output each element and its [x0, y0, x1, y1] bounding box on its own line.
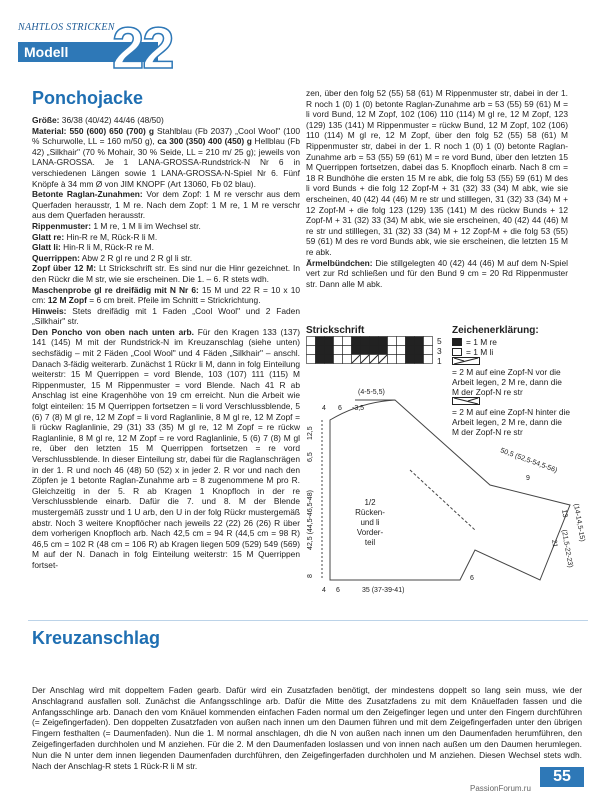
- kreuzanschlag-text: Der Anschlag wird mit doppeltem Faden gearb. Dafür wird ein Zusatzfaden benötigt, der mindestens doppelt so lang sein muss, wie der Anschlagrand ausfallen soll. Zunächst die Anfangsschlinge arb. Dafür die Mitte des Zusatzfadens zu mit dem Knäuelfaden fassen und die Anfangsschlinge arb. Danach den vom Knäuel kommenden einfachen Faden normal um den Zeigefinger legen und unter den Fingern durchführen (= Zeigefingerfaden). Den doppelten Zusatzfaden von außen nach innen um den Daumen führen und mit dem Zeigefingerfaden unter den übrigen Fingern festhalten (= Daumenfaden). Nun die 1. M normal anschlagen, dh die N von außen nach innen um den Daumenfaden herumführen, den Zeigefingerfaden durchholen und M anziehen. Für die 2. M den Daumenfaden loslassen und von innen nach außen um den Daumen herumlegen. Nun die N unter dem innen liegenden Daumenfaden durchführen, den Zeigefingerfaden durchholen und M anziehen. Diesen Wechsel stets wdh. Nach der Anschlag-R stets 1 Rück-R li M str.: [32, 685, 582, 771]
- label-4: 4: [322, 405, 326, 412]
- legend-item-purl: = 1 M li: [452, 347, 570, 357]
- label-12-5: 12,5: [307, 426, 314, 440]
- chart-cell: [325, 355, 334, 364]
- label-bottom-35: 35 (37-39-41): [362, 587, 405, 594]
- chart-cell: [397, 346, 406, 355]
- chart-cell: [415, 337, 424, 346]
- row-number-3: 3: [437, 346, 442, 356]
- model-label: Modell: [24, 44, 69, 60]
- chart-cell: [406, 346, 415, 355]
- svg-text:Vorder-: Vorder-: [356, 528, 384, 537]
- glatt-li-paragraph: Glatt li: Hin-R li M, Rück-R re M.: [32, 242, 154, 253]
- chart-cell: [316, 355, 325, 364]
- chart-cell: [424, 355, 433, 364]
- page-header: [0, 0, 600, 80]
- legend-item-cross-right: = 2 M auf eine Zopf-N hinter die Arbeit legen, 2 M re, dann die M der Zopf-N re str: [452, 397, 570, 437]
- left-column: [32, 115, 300, 571]
- chart-cell: [352, 346, 361, 355]
- row-number-5: 5: [437, 336, 442, 346]
- svg-text:Rücken-: Rücken-: [355, 508, 385, 517]
- knit-symbol-icon: [452, 338, 462, 346]
- legend-item-knit: = 1 M re: [452, 337, 570, 347]
- instructions-paragraph: Den Poncho von oben nach unten arb. Für den Kragen 133 (137) 141 (145) M mit der Rundstrick-N im Kreuzanschlag (siehe unten) sechsfädig – mit 2 Fäden „Cool Wool" und 4 Fäden „Silkhair" – anschl. Danach 3-fädig weiterarb. Zunächst 1 Rückr li M, dann in folg Einteilung weiterstr: 15 M Querrippen = vord Blende, 103 (107) 111 (115) M Rippenmuster, 15 M Rippenmuster = vord Blende. Nach 41 R ab Anschlag ist eine Kragenhöhe von 19 cm erreicht. Nun die Arbeit wie folgt einteilen: 15 M Querrippen fortsetzen = li vord Verschlussblende, 5 (6) 7 (8) M gl re, 12 M Zopf = li vord Raglanlinie, 8 M gl re, 12 M Zopf = li rückw Raglanlinie, 29 (31) 33 (35) M gl re, 12 M Zopf = re rückw Raglanlinie, 8 M gl re, 12 M Zopf = re vord Raglanlinie, 5 (6) 7 (8) M gl re, über den letzten 15 M Querrippen fortsetzen = re vord Verschlussblende. In dieser Einteilung str, dabei für die Raglanschrägen in der 1. R und noch 46 (48) 50 (52) x in jeder 2. R vor und nach den Zöpfen je 1 betonte Raglan-Zunahme arb = 8 zugenommene M pro R. Gleichzeitig in der 5. R ab Kragen 1 Knopfloch in der re Verschlussblende einarb. Dafür die 7. und 8. M der Blende mustergemäß zusstr und 1 U arb, den U in der folg Rückr mustergemäß abstr. Noch 3 weitere Knopflöcher nach jeweils 22 (22) 26 (26) R über dem vorherigen Knopfloch arb. Nach 42,5 cm = 94 R (44,5 cm = 98 R) 46,5 cm = 102 R (48 cm = 106 R) ab Kragen liegen 509 (529) 549 (569) M auf der N. Danach in folg Einteilung weiterstr: 15 M Querrippen fortset-: [32, 326, 301, 570]
- legend-title: Zeichenerklärung:: [452, 325, 539, 336]
- chart-cell: [343, 337, 352, 346]
- chart-cell: [316, 337, 325, 346]
- cable-left-cross-icon: [452, 357, 480, 365]
- chart-cell: [325, 346, 334, 355]
- chart-cell: [406, 355, 415, 364]
- chart-cell: [388, 337, 397, 346]
- label-13: 13: [560, 509, 569, 519]
- querrippen-paragraph: Querrippen: Abw 2 R gl re und 2 R gl li str.: [32, 252, 193, 263]
- label-50-5: 50,5 (52,5-54,5-56): [499, 447, 559, 475]
- chart-cell: [424, 346, 433, 355]
- svg-text:teil: teil: [364, 538, 376, 547]
- poncho-schematic: [300, 380, 590, 600]
- chart-cell: [307, 346, 316, 355]
- label-bottom-4: 4: [322, 587, 326, 594]
- rib-paragraph: Rippenmuster: 1 M re, 1 M li im Wechsel str.: [32, 220, 201, 231]
- material-paragraph: Material: 550 (600) 650 (700) g Stahlblau (Fb 2037) „Cool Wool" (100 % Schurwolle, LL = 160 m/50 g), ca 300 (350) 400 (450) g Hellblau (Fb 42) „Silkhair" (70 % Mohair, 30 % Seide, LL = 210 m/ 25 g); jeweils von LANA-GROSSA. Je 1 LANA-GROSSA-Rundstrick-N Nr 6 in verschiedenen Längen sowie 1 LANA-GROSSA-N-Spiel Nr 6. Fünf Knöpfe à 34 mm Ø von JIM KNOPF (Art 13060, Fb 02 blau).: [32, 125, 300, 189]
- chart-cell: [397, 337, 406, 346]
- chart-cell: [325, 337, 334, 346]
- page-number: 55: [540, 767, 584, 787]
- label-top: (4-5-5,5): [358, 389, 385, 396]
- label-14: (14-14,5-15): [572, 503, 586, 543]
- chart-cell: [370, 346, 379, 355]
- chart-cell: [343, 355, 352, 364]
- chart-cell: [334, 355, 343, 364]
- chart-cell: [379, 337, 388, 346]
- series-label: NAHTLOS STRICKEN: [18, 22, 115, 33]
- page-title: Ponchojacke: [32, 88, 144, 108]
- chart-cell: [334, 346, 343, 355]
- label-35: -3,5: [352, 405, 365, 412]
- label-bottom-6: 6: [336, 587, 340, 594]
- chart-cell: [370, 337, 379, 346]
- sleeve-paragraph: Ärmelbündchen: Die stillgelegten 40 (42) 44 (46) M auf dem N-Spiel vert zur Rd schließen und für den Bund 9 cm = 20 Rd Rippenmuster str. Dann alle M abk.: [306, 257, 568, 289]
- chart-cell: [307, 355, 316, 364]
- label-8: 8: [307, 574, 314, 578]
- chart-cell: [424, 337, 433, 346]
- label-21b: (21,5-22-23): [560, 529, 574, 569]
- svg-text:1/2: 1/2: [364, 498, 376, 507]
- chart-cell: [352, 337, 361, 346]
- right-column: [306, 88, 568, 289]
- center-label: [355, 498, 385, 547]
- chart-cell: [334, 337, 343, 346]
- label-21: 21: [550, 539, 559, 549]
- zopf-paragraph: Zopf über 12 M: Lt Strickschrift str. Es sind nur die Hinr gezeichnet. In den Rückr die M str, wie sie erscheinen. Die 1. – 6. R stets wdh.: [32, 263, 300, 284]
- schematic-outline: [322, 400, 570, 580]
- label-6: 6: [338, 405, 342, 412]
- chart-cell: [307, 337, 316, 346]
- label-bottom-6b: 6: [470, 575, 474, 582]
- knitting-chart: [306, 336, 436, 366]
- chart-cell: [379, 346, 388, 355]
- chart-cell: [361, 337, 370, 346]
- chart-cell: [397, 355, 406, 364]
- glatt-re-paragraph: Glatt re: Hin-R re M, Rück-R li M.: [32, 231, 158, 242]
- model-number: 22: [112, 16, 173, 81]
- size-paragraph: Größe: 36/38 (40/42) 44/46 (48/50): [32, 115, 164, 125]
- chart-cell: [388, 346, 397, 355]
- chart-title: Strickschrift: [306, 325, 365, 336]
- chart-cell: [415, 355, 424, 364]
- hint-paragraph: Hinweis: Stets dreifädig mit 1 Faden „Cool Wool" und 2 Faden „Silkhair" str.: [32, 305, 300, 327]
- chart-cell: [316, 346, 325, 355]
- chart-cell: [388, 355, 397, 364]
- legend-item-cross-left: = 2 M auf eine Zopf-N vor die Arbeit legen, 2 M re, dann die M der Zopf-N re str: [452, 357, 570, 397]
- continued-paragraph: zen, über den folg 52 (55) 58 (61) M Rippenmuster str, dabei in der 1. R noch 1 (0) 1 (0) betonte Raglan-Zunahme arb = 53 (55) 59 (61) M = li vord Bund, 12 M Zopf, 102 (106) 110 (114) M gl re, 12 M Zopf, 123 (129) 135 (141) M Rippenmuster = rückw Bund, 12 M Zopf, 102 (106) 110 (114) M gl re, 12 M Zopf, über den folg 52 (55) 58 (61) M Rippenmuster str, dabei in der 1. R noch 1 (0) 1 (0) betonte Raglan-Zunahme arb = 53 (55) 59 (61) M = re vord Bund, über den letzten 15 M Querrippen fortsetzen, dabei das 5. Knopfloch einarb. Nach 8 cm = 18 R Bundhöhe die ersten 15 M re abk, die folg 53 (55) 59 (61) M des li vord Bunds + die folg 12 Zopf-M + 31 (32) 33 (34) M abk, wie sie erscheinen, 40 (42) 44 (46) M re str und stilllegen, 31 (32) 33 (34) M + 12 Zopf-M + die folg 123 (129) 135 (141) M des rückw Bunds + 12 Zopf-M + 31 (32) 33 (34) M abk, wie sie erscheinen, 40 (42) 44 (46) M re str und stilllegen, 31 (32) 33 (34) M + 12 Zopf-M + die folg 53 (55) 59 (61) M des re vord Bunds abk, wie sie erscheinen, die letzten 15 M re abk.: [306, 88, 568, 257]
- label-42-5: 42,5 (44,5-46,5-48): [307, 490, 314, 550]
- gauge-paragraph: Maschenprobe gl re dreifädig mit N Nr 6: 15 M und 22 R = 10 x 10 cm: 12 M Zopf = 6 cm breit. Pfeile im Schnitt = Strickrichtung.: [32, 284, 301, 306]
- chart-cell: [343, 346, 352, 355]
- section-divider: [28, 620, 588, 621]
- chart-cell: [415, 346, 424, 355]
- svg-text:und li: und li: [360, 518, 380, 527]
- chart-cell: [361, 346, 370, 355]
- raglan-paragraph: Betonte Raglan-Zunahmen: Vor dem Zopf: 1 M re verschr aus dem Querfaden herausstr, 1 M re. Nach dem Zopf: 1 M re, 1 M re verschr aus dem Querfaden herausstr.: [32, 189, 300, 221]
- label-6-5: 6,5: [307, 452, 314, 462]
- chart-row-numbers: [437, 336, 442, 366]
- section-title-kreuzanschlag: Kreuzanschlag: [32, 628, 161, 648]
- purl-symbol-icon: [452, 348, 462, 356]
- label-9: 9: [526, 475, 530, 482]
- row-number-1: 1: [437, 356, 442, 366]
- chart-cell: [406, 337, 415, 346]
- watermark: PassionForum.ru: [470, 784, 531, 793]
